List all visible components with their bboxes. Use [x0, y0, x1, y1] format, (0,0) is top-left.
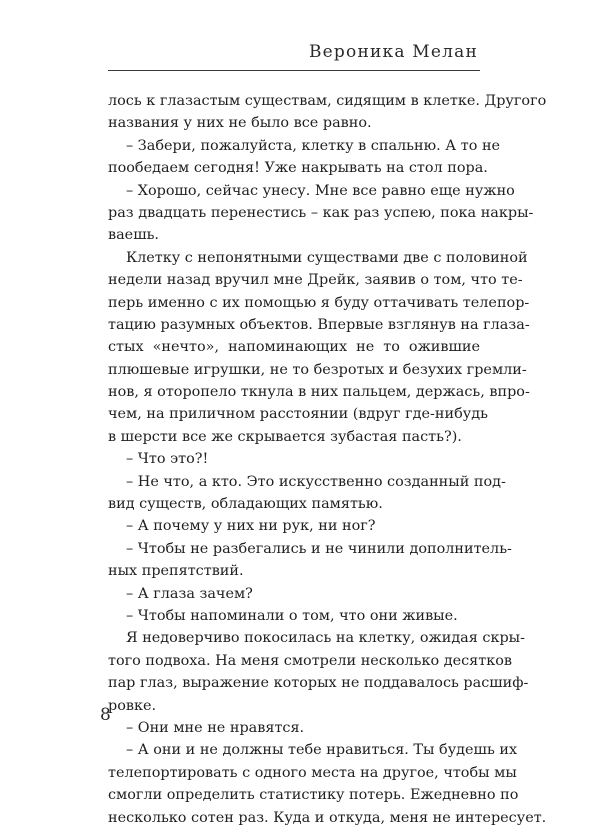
text-line: вид существ, обладающих памятью. — [108, 496, 383, 513]
text-line: смогли определить статистику потерь. Ежедневно по — [108, 787, 519, 804]
text-line: – Чтобы не разбегались и не чинили дополнитель- — [126, 540, 512, 557]
text-line: перь именно с их помощью я буду оттачивать телепор- — [108, 294, 530, 311]
text-line: – А почему у них ни рук, ни ног? — [126, 518, 376, 535]
text-line: того подвоха. На меня смотрели несколько десятков — [108, 652, 512, 669]
text-line: раз двадцать перенестись – как раз успею, пока накры- — [108, 204, 534, 221]
text-line: пообедаем сегодня! Уже накрывать на стол пора. — [108, 160, 488, 177]
header-rule — [108, 70, 480, 71]
text-line: ровке. — [108, 697, 157, 714]
text-line: Я недоверчиво покосилась на клетку, ожидая скры- — [126, 630, 525, 647]
running-head-author: Вероника Мелан — [308, 42, 478, 62]
text-line: плюшевые игрушки, не то безротых и безухих гремли- — [108, 361, 527, 378]
text-line: ных препятствий. — [108, 563, 244, 580]
page-number: 8 — [100, 705, 111, 725]
text-line: Клетку с непонятными существами две с половиной — [126, 249, 528, 266]
text-line: – Хорошо, сейчас унесу. Мне все равно еще нужно — [126, 182, 515, 199]
text-line: – Чтобы напоминали о том, что они живые. — [126, 607, 458, 624]
body-text — [108, 90, 547, 829]
text-line: – А они и не должны тебе нравиться. Ты будешь их — [126, 742, 518, 759]
text-line: названия у них не было все равно. — [108, 115, 372, 132]
text-line: стых «нечто», напоминающих не то ожившие — [108, 339, 480, 356]
text-line: лось к глазастым существам, сидящим в клетке. Другого — [108, 93, 547, 109]
text-line: ваешь. — [108, 227, 159, 244]
text-line: телепортировать с одного места на другое, чтобы мы — [108, 764, 517, 781]
text-line: тацию разумных объектов. Впервые взглянув на глаза- — [108, 316, 530, 333]
text-line: – А глаза зачем? — [126, 585, 253, 602]
text-line: – Не что, а кто. Это искусственно созданный под- — [126, 473, 506, 490]
text-line: чем, на приличном расстоянии (вдруг где-нибудь — [108, 406, 488, 423]
text-line: недели назад вручил мне Дрейк, заявив о том, что те- — [108, 272, 523, 289]
text-line: пар глаз, выражение которых не поддавалось расшиф- — [108, 675, 529, 692]
text-line: – Забери, пожалуйста, клетку в спальню. А то не — [126, 137, 501, 154]
text-line: – Что это?! — [126, 451, 209, 468]
text-line: – Они мне не нравятся. — [126, 719, 305, 736]
text-line: нов, я оторопело ткнула в них пальцем, держась, впро- — [108, 384, 530, 401]
text-line: в шерсти все же скрывается зубастая пасть?). — [108, 428, 462, 445]
text-line: несколько сотен раз. Куда и откуда, меня не интересует. — [108, 809, 547, 826]
